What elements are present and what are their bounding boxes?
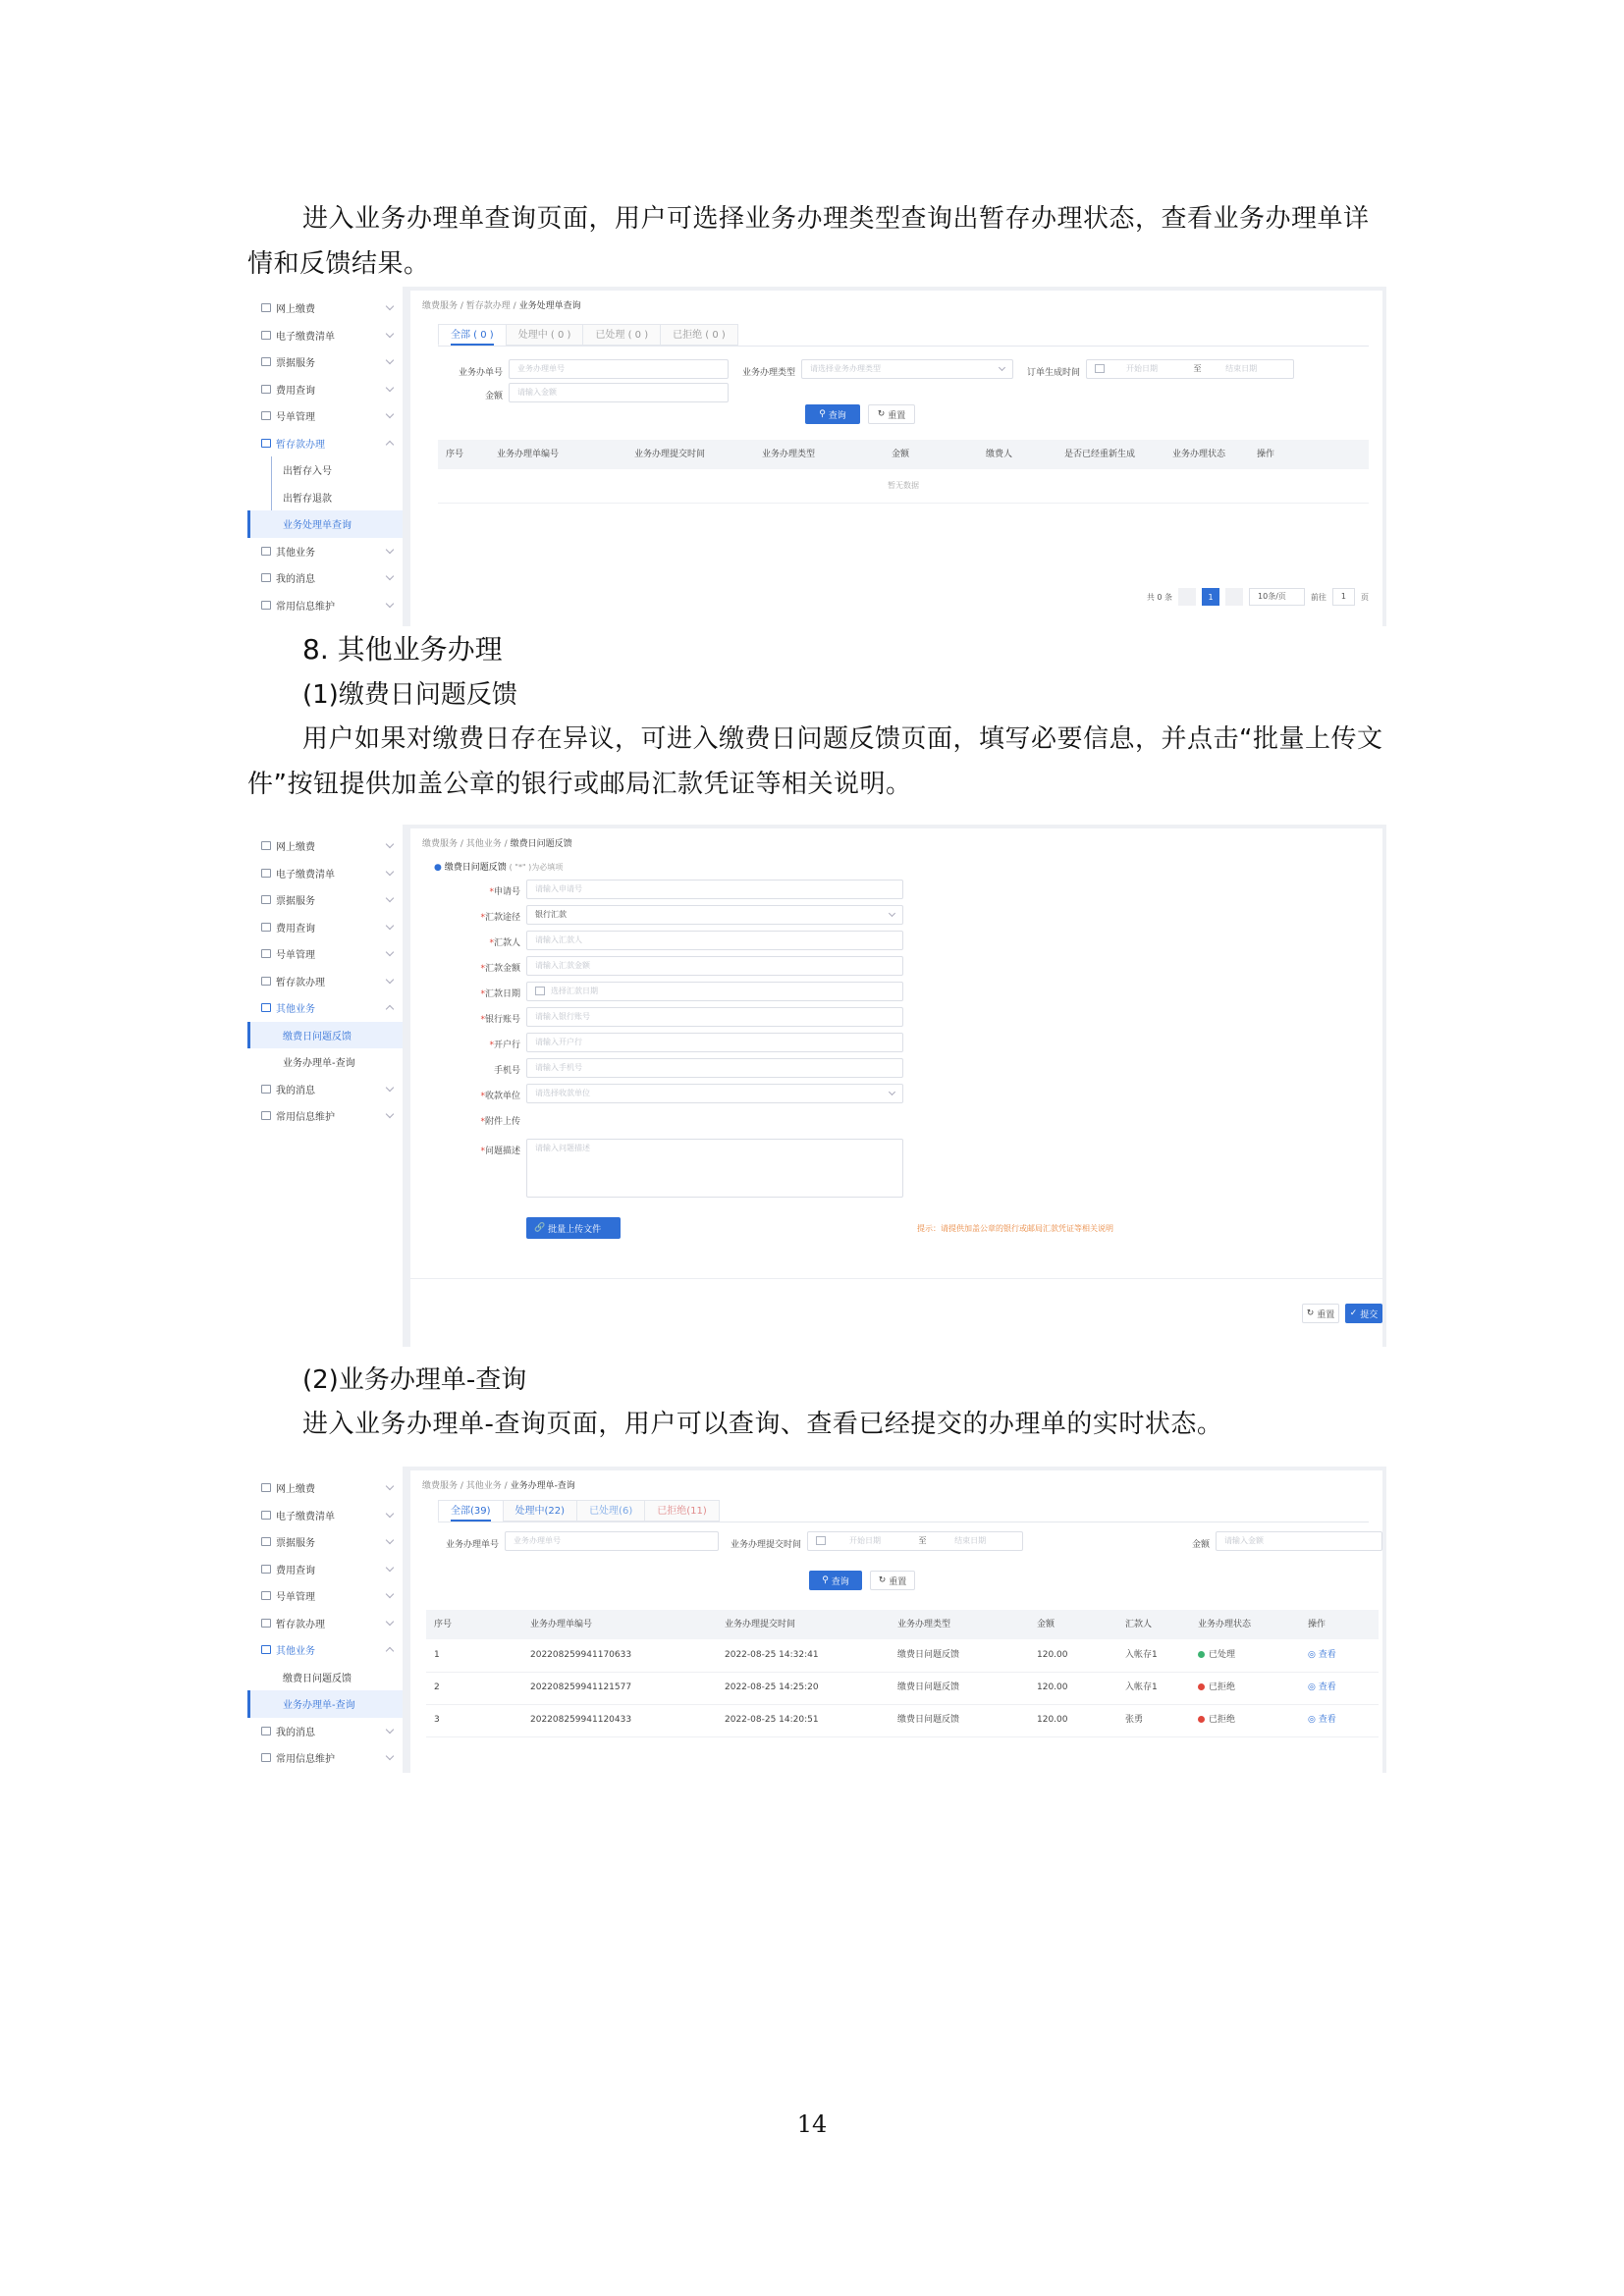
cell-type: 缴费日问题反馈: [897, 1715, 960, 1725]
sidebar-item-common-info[interactable]: 常用信息维护: [247, 1744, 403, 1772]
deposit-icon: [261, 1619, 271, 1628]
screenshot-business-order-query: [247, 287, 1386, 626]
grid-icon: [261, 1645, 271, 1654]
eye-icon: ◎: [1308, 1715, 1319, 1725]
search-icon: [261, 1565, 271, 1574]
tab-processing[interactable]: 处理中(22): [503, 1500, 577, 1522]
query-button[interactable]: ⚲ 查询: [809, 1571, 862, 1590]
cell-payer: 入帐存1: [1125, 1650, 1158, 1660]
main-panel: [410, 828, 1382, 1347]
form-input[interactable]: 银行汇款: [526, 905, 903, 925]
grid-icon: [261, 1003, 271, 1012]
cell-payer: 张勇: [1125, 1715, 1144, 1725]
required-mark: *: [480, 1092, 485, 1101]
sidebar-item-online-payment[interactable]: 网上缴费: [247, 294, 403, 322]
sidebar-item-other[interactable]: 其他业务: [247, 538, 403, 565]
table-row: [426, 1639, 1379, 1673]
reset-button[interactable]: ↻ 重置: [868, 404, 915, 424]
date-label: 业务办理提交时间: [730, 1540, 801, 1550]
sidebar: [247, 825, 403, 1347]
required-mark: *: [480, 913, 485, 923]
sidebar-item-other[interactable]: 其他业务: [247, 994, 403, 1022]
sidebar-item-deposit[interactable]: 暂存款办理: [247, 1610, 403, 1637]
form-label: *汇款金额: [480, 964, 520, 974]
form-input[interactable]: 选择汇款日期: [526, 982, 903, 1001]
breadcrumb: 缴费服务 / 其他业务 / 缴费日问题反馈: [422, 839, 572, 849]
amount-label: 金额: [1191, 1540, 1210, 1550]
tab-all[interactable]: 全部(39): [438, 1500, 503, 1522]
form-input[interactable]: 请输入汇款人: [526, 931, 903, 950]
type-label: 业务办理类型: [741, 368, 795, 378]
receipt-icon: [261, 331, 271, 340]
form-label: *汇款途径: [480, 913, 520, 923]
tab-rejected[interactable]: 已拒绝(11): [644, 1500, 720, 1522]
cell-no: 3: [434, 1715, 440, 1725]
description-textarea[interactable]: 请输入问题描述: [526, 1139, 903, 1198]
sub2-paragraph: 进入业务办理单-查询页面，用户可以查询、查看已经提交的办理单的实时状态。: [302, 1410, 1223, 1439]
search-icon: [261, 385, 271, 394]
sidebar-item-e-bill[interactable]: 电子缴费清单: [247, 1502, 403, 1529]
sidebar-item-deposit[interactable]: 暂存款办理: [247, 430, 403, 457]
reset-button[interactable]: ↻ 重置: [870, 1571, 915, 1590]
form-label: 手机号: [493, 1066, 520, 1076]
amount-input[interactable]: 请输入金额: [1216, 1531, 1382, 1551]
intro-paragraph: 进入业务办理单查询页面，用户可选择业务办理类型查询出暂存办理状态，查看业务办理单详情和反馈结果。: [247, 204, 1370, 279]
chevron-down-icon: [889, 1089, 895, 1095]
query-button[interactable]: ⚲ 查询: [805, 404, 860, 424]
sidebar-item-fee-query[interactable]: 费用查询: [247, 1556, 403, 1583]
sidebar-sub-payment-day-feedback[interactable]: 缴费日问题反馈: [247, 1022, 403, 1049]
required-mark: *: [489, 887, 494, 897]
next-page-button[interactable]: [1225, 588, 1243, 606]
tab-all[interactable]: 全部 ( 0 ): [438, 324, 506, 346]
cell-status: 已拒绝: [1198, 1672, 1235, 1704]
receipt-icon: [261, 869, 271, 878]
wallet-icon: [261, 841, 271, 850]
status-tabs: [438, 324, 738, 346]
date-range-input[interactable]: 开始日期 至 结束日期: [807, 1531, 1023, 1551]
form-input[interactable]: 请输入申请号: [526, 880, 903, 899]
screenshot-payment-day-feedback: [247, 825, 1386, 1347]
list-icon: [261, 1591, 271, 1600]
cell-status: 已处理: [1198, 1639, 1235, 1672]
eye-icon: ◎: [1308, 1650, 1319, 1660]
form-label: *问题描述: [480, 1147, 520, 1156]
reset-button[interactable]: ↻ 重置: [1302, 1304, 1339, 1323]
cell-payer: 入帐存1: [1125, 1682, 1158, 1692]
cell-amount: 120.00: [1037, 1682, 1068, 1692]
tab-divider: [438, 346, 1369, 347]
calendar-icon: [1095, 364, 1105, 373]
form-input[interactable]: 请输入银行账号: [526, 1007, 903, 1027]
search-icon: ⚲: [819, 409, 829, 419]
form-label: *汇款人: [489, 938, 520, 948]
sidebar-item-common-info[interactable]: 常用信息维护: [247, 592, 403, 619]
chevron-down-icon: [999, 364, 1005, 371]
table-header: 序号 业务办理单编号 业务办理提交时间 业务办理类型 金额 缴费人 是否已经重新生成 业务办理状态 操作: [438, 440, 1369, 469]
refresh-icon: ↻: [877, 409, 889, 419]
sidebar-item-invoice[interactable]: 票据服务: [247, 1528, 403, 1556]
cell-no: 1: [434, 1650, 440, 1660]
cell-id: 202208259941170633: [530, 1650, 632, 1660]
sidebar-item-fee-query[interactable]: 费用查询: [247, 914, 403, 941]
sidebar-item-messages[interactable]: 我的消息: [247, 1718, 403, 1745]
sidebar-item-e-bill[interactable]: 电子缴费清单: [247, 860, 403, 887]
cell-status: 已拒绝: [1198, 1704, 1235, 1736]
search-icon: ⚲: [822, 1575, 832, 1585]
sidebar-sub-order-query[interactable]: 业务办理单-查询: [283, 1058, 355, 1070]
wallet-icon: [261, 303, 271, 312]
cell-time: 2022-08-25 14:32:41: [725, 1650, 819, 1660]
main-panel: [410, 291, 1382, 626]
form-input[interactable]: 请输入汇款金额: [526, 956, 903, 976]
bullet-icon: ●: [434, 863, 445, 873]
sidebar-sub-deposit-refund[interactable]: 出暂存退款: [283, 493, 332, 505]
calendar-icon: [816, 1536, 826, 1545]
sidebar-item-messages[interactable]: 我的消息: [247, 564, 403, 592]
search-icon: [261, 923, 271, 932]
sidebar-sub-deposit-in[interactable]: 出暂存入号: [283, 466, 332, 478]
cell-time: 2022-08-25 14:20:51: [725, 1715, 819, 1725]
chevron-down-icon: [889, 910, 895, 917]
sidebar-sub-payment-day-feedback[interactable]: 缴费日问题反馈: [283, 1673, 352, 1684]
grid-icon: [261, 547, 271, 556]
form-label: *银行账号: [480, 1015, 520, 1025]
required-mark: *: [480, 989, 485, 999]
list-icon: [261, 411, 271, 420]
sidebar-item-e-bill[interactable]: 电子缴费清单: [247, 322, 403, 349]
breadcrumb: 缴费服务 / 暂存款办理 / 业务处理单查询: [422, 301, 581, 311]
goto-page-input[interactable]: 1: [1332, 588, 1355, 606]
sidebar-item-fee-query[interactable]: 费用查询: [247, 376, 403, 403]
edit-icon: [261, 601, 271, 610]
batch-upload-button[interactable]: 🔗 批量上传文件: [526, 1217, 621, 1239]
tab-processed[interactable]: 已处理 ( 0 ): [582, 324, 660, 346]
view-link[interactable]: ◎ 查看: [1308, 1682, 1336, 1692]
ticket-icon: [261, 895, 271, 904]
required-mark: *: [489, 938, 494, 948]
view-link[interactable]: ◎ 查看: [1308, 1715, 1336, 1725]
page-size-select[interactable]: 10条/页: [1249, 588, 1305, 606]
cell-type: 缴费日问题反馈: [897, 1682, 960, 1692]
form-label: *申请号: [489, 887, 520, 897]
refresh-icon: ↻: [878, 1575, 890, 1585]
receipt-icon: [261, 1511, 271, 1520]
sidebar-item-invoice[interactable]: 票据服务: [247, 886, 403, 914]
refresh-icon: ↻: [1306, 1308, 1318, 1318]
pagination: 共 0 条 1 10条/页 前往 1 页: [1147, 587, 1369, 607]
message-icon: [261, 1727, 271, 1735]
form-label: *附件上传: [480, 1117, 520, 1127]
page-1-button[interactable]: 1: [1202, 588, 1219, 606]
date-label: 订单生成时间: [1026, 368, 1080, 378]
footer-divider: [410, 1278, 1382, 1279]
form-title: ● 缴费日问题反馈 ( "*" )为必填项: [434, 863, 564, 873]
sub1-title: (1)缴费日问题反馈: [302, 680, 517, 710]
message-icon: [261, 1085, 271, 1094]
ticket-icon: [261, 357, 271, 366]
cell-amount: 120.00: [1037, 1715, 1068, 1725]
order-no-label: 业务办理单号: [445, 1540, 499, 1550]
cell-type: 缴费日问题反馈: [897, 1650, 960, 1660]
wallet-icon: [261, 1483, 271, 1492]
form-label: *开户行: [489, 1041, 520, 1050]
section-8-title: 8. 其他业务办理: [302, 633, 503, 666]
view-link[interactable]: ◎ 查看: [1308, 1650, 1336, 1660]
table-header: 序号 业务办理单编号 业务办理提交时间 业务办理类型 金额 汇款人 业务办理状态 操作: [426, 1610, 1379, 1639]
screenshot-order-list-query: [247, 1467, 1386, 1773]
cell-id: 202208259941121577: [530, 1682, 632, 1692]
calendar-icon: [535, 987, 545, 995]
sidebar: [247, 287, 403, 626]
link-icon: 🔗: [534, 1223, 549, 1233]
deposit-icon: [261, 977, 271, 986]
cell-no: 2: [434, 1682, 440, 1692]
sub1-paragraph: 用户如果对缴费日存在异议，可进入缴费日问题反馈页面，填写必要信息，并点击“批量上传文件”按钮提供加盖公章的银行或邮局汇款凭证等相关说明。: [247, 724, 1383, 799]
sidebar-sub-order-query[interactable]: 业务办理单-查询: [247, 1690, 403, 1718]
tab-rejected[interactable]: 已拒绝 ( 0 ): [660, 324, 738, 346]
form-input[interactable]: 请输入手机号: [526, 1058, 903, 1078]
order-no-input[interactable]: 业务办理单号: [505, 1531, 719, 1551]
sidebar-item-deposit[interactable]: 暂存款办理: [247, 968, 403, 995]
edit-icon: [261, 1753, 271, 1762]
sub2-title: (2)业务办理单-查询: [302, 1365, 527, 1395]
page-number: 14: [796, 2110, 828, 2138]
sidebar-item-messages[interactable]: 我的消息: [247, 1076, 403, 1103]
table-row: [426, 1672, 1379, 1705]
required-mark: *: [480, 1117, 485, 1127]
eye-icon: ◎: [1308, 1682, 1319, 1692]
tab-processing[interactable]: 处理中 ( 0 ): [506, 324, 583, 346]
sidebar-sub-order-query[interactable]: 业务处理单查询: [247, 510, 403, 538]
form-label: *收款单位: [480, 1092, 520, 1101]
sidebar-item-number-manage[interactable]: 号单管理: [247, 402, 403, 430]
edit-icon: [261, 1111, 271, 1120]
sidebar-item-number-manage[interactable]: 号单管理: [247, 1582, 403, 1610]
sidebar-item-number-manage[interactable]: 号单管理: [247, 940, 403, 968]
submit-button[interactable]: ✓ 提交: [1345, 1304, 1382, 1323]
cell-id: 202208259941120433: [530, 1715, 632, 1725]
check-icon: ✓: [1349, 1308, 1361, 1318]
type-select[interactable]: 请选择业务办理类型: [801, 359, 1013, 379]
required-mark: *: [489, 1041, 494, 1050]
table-row: [426, 1704, 1379, 1737]
date-range-input[interactable]: 开始日期 至 结束日期: [1086, 359, 1294, 379]
form-label: *汇款日期: [480, 989, 520, 999]
order-no-label: 业务办单号: [458, 368, 503, 378]
sidebar-item-common-info[interactable]: 常用信息维护: [247, 1102, 403, 1130]
sidebar-item-online-payment[interactable]: 网上缴费: [247, 832, 403, 860]
deposit-icon: [261, 439, 271, 448]
cell-amount: 120.00: [1037, 1650, 1068, 1660]
form-input[interactable]: 请输入开户行: [526, 1033, 903, 1052]
status-dot-icon: [1198, 1683, 1205, 1690]
required-mark: *: [480, 1015, 485, 1025]
ticket-icon: [261, 1537, 271, 1546]
sidebar-item-online-payment[interactable]: 网上缴费: [247, 1474, 403, 1502]
upload-hint: 提示：请提供加盖公章的银行或邮局汇款凭证等相关说明: [917, 1224, 1113, 1233]
required-mark: *: [480, 1147, 485, 1156]
cell-time: 2022-08-25 14:25:20: [725, 1682, 819, 1692]
message-icon: [261, 573, 271, 582]
prev-page-button[interactable]: [1178, 588, 1196, 606]
amount-label: 金额: [484, 392, 503, 401]
required-mark: *: [480, 964, 485, 974]
sidebar-item-invoice[interactable]: 票据服务: [247, 348, 403, 376]
status-dot-icon: [1198, 1651, 1205, 1658]
status-dot-icon: [1198, 1716, 1205, 1723]
tab-processed[interactable]: 已处理(6): [576, 1500, 644, 1522]
order-no-input[interactable]: 业务办理单号: [509, 359, 729, 379]
main-panel: [410, 1470, 1382, 1773]
empty-placeholder: 暂无数据: [438, 469, 1369, 504]
sidebar-item-other[interactable]: 其他业务: [247, 1636, 403, 1664]
form-input[interactable]: 请选择收款单位: [526, 1084, 903, 1103]
sidebar: [247, 1467, 403, 1773]
amount-input[interactable]: 请输入金额: [509, 383, 729, 402]
breadcrumb: 缴费服务 / 其他业务 / 业务办理单-查询: [422, 1481, 575, 1491]
status-tabs: [438, 1500, 720, 1522]
list-icon: [261, 949, 271, 958]
